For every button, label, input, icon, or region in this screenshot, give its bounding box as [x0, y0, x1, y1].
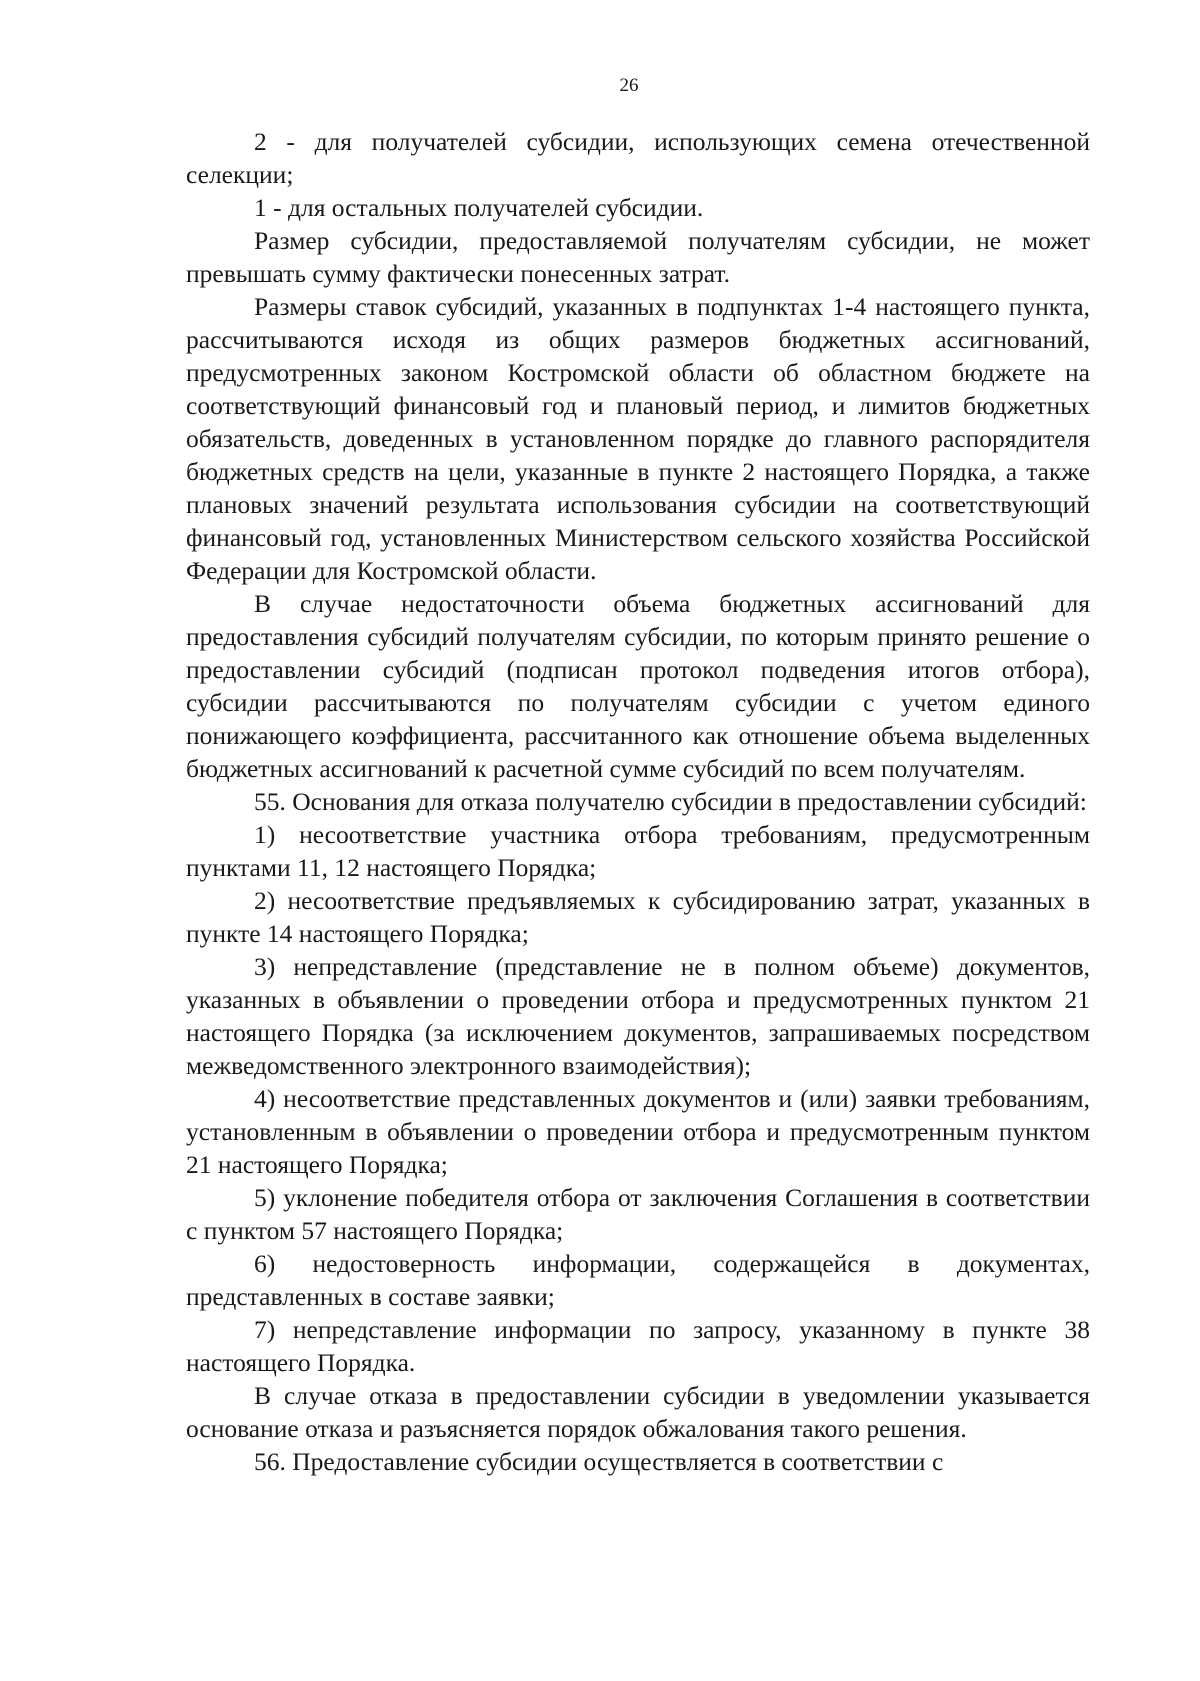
paragraph-item-55-heading: 55. Основания для отказа получателю субсидии в предоставлении субсидий: — [254, 787, 1087, 816]
list-item-refusal-5: 5) уклонение победителя отбора от заключения Соглашения в соответствии с пунктом 57 настоящего Порядка; — [186, 1183, 1090, 1245]
page-number: 26 — [619, 75, 639, 96]
list-item-refusal-4: 4) несоответствие представленных документов и (или) заявки требованиям, установленным в объявлении о проведении отбора и предусмотренным пунктом 21 настоящего Порядка; — [186, 1084, 1090, 1179]
paragraph-subsidy-limit: Размер субсидии, предоставляемой получателям субсидии, не может превышать сумму фактически понесенных затрат. — [186, 226, 1090, 288]
paragraph-item-56-start: 56. Предоставление субсидии осуществляется в соответствии с — [254, 1447, 944, 1476]
paragraph-insufficient-funds: В случае недостаточности объема бюджетных ассигнований для предоставления субсидий получателям субсидии, по которым принято решение о предоставлении субсидий (подписан протокол подведения итогов отбора), субсидии рассчитываются по получателям субсидии с учетом единого понижающего коэффициента, рассчитанного как отношение объема выделенных бюджетных ассигнований к расчетной сумме субсидий по всем получателям. — [186, 589, 1090, 783]
paragraph-refusal-notification: В случае отказа в предоставлении субсидии в уведомлении указывается основание отказа и разъясняется порядок обжалования такого решения. — [186, 1381, 1090, 1443]
list-item-refusal-1: 1) несоответствие участника отбора требованиям, предусмотренным пунктами 11, 12 настоящего Порядка; — [186, 820, 1090, 882]
list-item-refusal-6: 6) недостоверность информации, содержащейся в документах, представленных в составе заявки; — [186, 1249, 1090, 1311]
list-item-refusal-2: 2) несоответствие предъявляемых к субсидированию затрат, указанных в пункте 14 настоящего Порядка; — [186, 886, 1090, 948]
list-item-refusal-7: 7) непредставление информации по запросу, указанному в пункте 38 настоящего Порядка. — [186, 1315, 1090, 1377]
list-item-refusal-3: 3) непредставление (представление не в полном объеме) документов, указанных в объявлении о проведении отбора и предусмотренных пунктом 21 настоящего Порядка (за исключением документов, запрашиваемых посредством межведомственного электронного взаимодействия); — [186, 952, 1090, 1080]
paragraph-rate-other-recipients: 1 - для остальных получателей субсидии. — [254, 193, 704, 222]
paragraph-rate-calculation: Размеры ставок субсидий, указанных в подпунктах 1-4 настоящего пункта, рассчитываются исходя из общих размеров бюджетных ассигнований, предусмотренных законом Костромской области об областном бюджете на соответствующий финансовый год и плановый период, и лимитов бюджетных обязательств, доведенных в установленном порядке до главного распорядителя бюджетных средств на цели, указанные в пункте 2 настоящего Порядка, а также плановых значений результата использования субсидии на соответствующий финансовый год, установленных Министерством сельского хозяйства Российской Федерации для Костромской области. — [186, 292, 1090, 585]
paragraph-rate-domestic-seeds: 2 - для получателей субсидии, использующих семена отечественной селекции; — [186, 127, 1090, 189]
document-body — [186, 125, 1090, 1478]
